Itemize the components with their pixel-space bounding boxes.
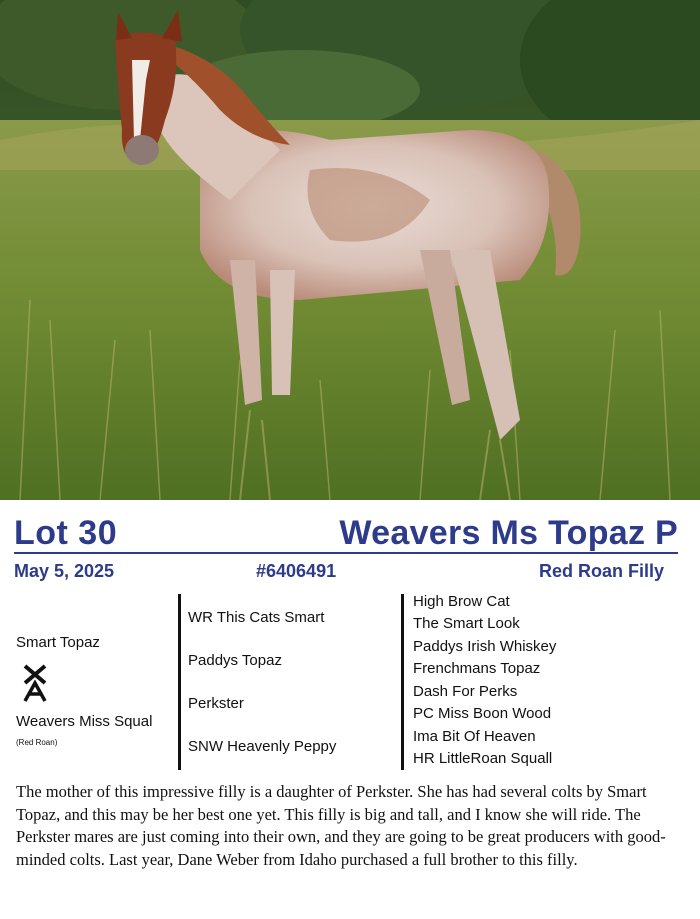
title-underline: [14, 552, 678, 554]
pedigree-sire-sire: WR This Cats Smart: [188, 609, 325, 626]
lot-description: The mother of this impressive filly is a daughter of Perkster. She has had several colts by Smart Topaz, and this may be her best one yet. This filly is big and tall, and I know she will ride. The Perkster mares are just coming into their own, and they are going to be great producers with good-minded colts. Last year, Dane Weber from Idaho purchased a full brother to this filly.: [16, 782, 666, 869]
pedigree-dam-dam: SNW Heavenly Peppy: [188, 738, 337, 755]
lot-number: Lot 30: [14, 514, 118, 552]
pedigree-gen3-1: High Brow Cat: [413, 593, 510, 610]
pedigree-divider-1: [178, 594, 181, 770]
dam-color: (Red Roan): [16, 738, 58, 747]
pedigree-gen3-5: Dash For Perks: [413, 683, 518, 700]
pedigree-sire-dam: Paddys Topaz: [188, 652, 282, 669]
horse-color-sex: Red Roan Filly: [538, 561, 664, 581]
horse-name: Weavers Ms Topaz P: [339, 514, 678, 552]
pedigree-sire: Smart Topaz: [16, 634, 100, 651]
pedigree-gen3-8: HR LittleRoan Squall: [413, 750, 553, 767]
pedigree-divider-2: [401, 594, 404, 770]
lot-header: [14, 514, 678, 554]
pedigree-gen3-6: PC Miss Boon Wood: [413, 705, 552, 722]
foaling-date: May 5, 2025: [14, 561, 115, 581]
pedigree-gen3-7: Ima Bit Of Heaven: [413, 728, 536, 745]
pedigree-dam-sire: Perkster: [188, 695, 244, 712]
pedigree-gen3-3: Paddys Irish Whiskey: [413, 638, 557, 655]
cross-x-icon: [22, 663, 48, 703]
pedigree-gen3-4: Frenchmans Topaz: [413, 660, 541, 677]
registration-number: #6406491: [256, 561, 337, 581]
pedigree-gen3-2: The Smart Look: [413, 615, 520, 632]
pedigree-dam: Weavers Miss Squal: [16, 713, 153, 730]
